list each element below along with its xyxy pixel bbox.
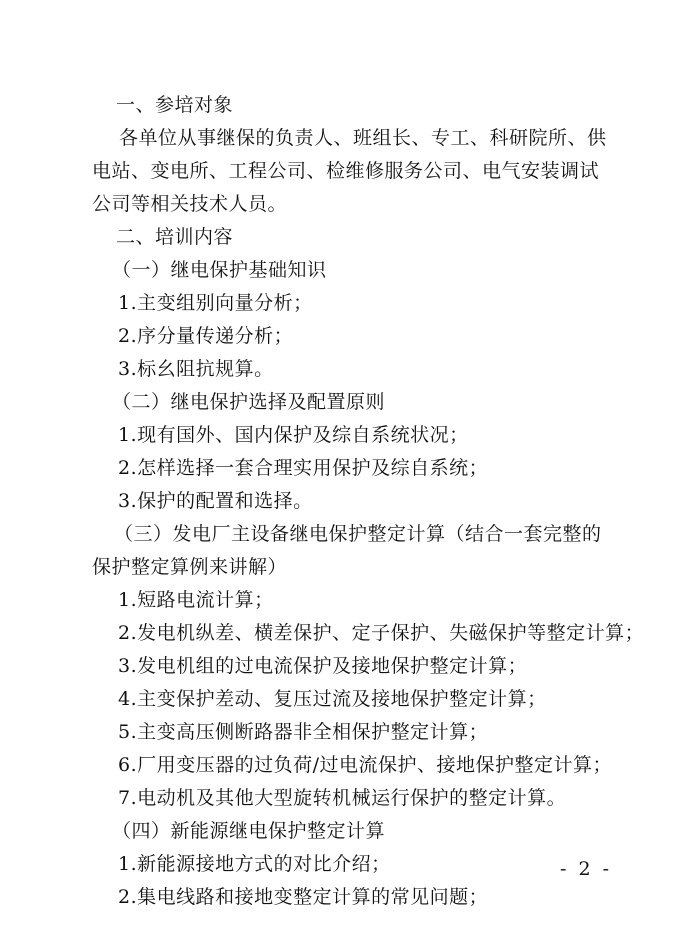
section-body-1: 各单位从事继保的负责人、班组长、专工、科研院所、供电站、变电所、工程公司、检维修服务公司、电气安装调试公司等相关技术人员。	[92, 127, 607, 215]
list-item: 3.发电机组的过电流保护及接地保护整定计算；	[118, 655, 528, 677]
list-item: 2.怎样选择一套合理实用保护及综自系统；	[118, 457, 489, 479]
section-heading-2: 二、培训内容	[116, 226, 234, 248]
page-number: - 2 -	[560, 858, 613, 880]
list-item: 2.发电机纵差、横差保护、定子保护、失磁保护等整定计算；	[118, 622, 645, 644]
list-item: 2.序分量传递分析；	[118, 325, 294, 347]
list-item: 1.新能源接地方式的对比介绍；	[118, 853, 391, 875]
list-item: 4.主变保护差动、复压过流及接地保护整定计算；	[118, 688, 547, 710]
list-item: 2.集电线路和接地变整定计算的常见问题；	[118, 886, 489, 908]
part-title-1: （一）继电保护基础知识	[112, 259, 327, 281]
list-item: 7.电动机及其他大型旋转机械运行保护的整定计算。	[118, 787, 567, 809]
list-item: 3.标幺阻抗规算。	[118, 358, 274, 380]
list-item: 1.主变组别向量分析；	[118, 292, 313, 314]
list-item: 1.短路电流计算；	[118, 589, 274, 611]
list-item: 5.主变高压侧断路器非全相保护整定计算；	[118, 721, 489, 743]
section-heading-1: 一、参培对象	[116, 94, 234, 116]
list-item: 1.现有国外、国内保护及综自系统状况；	[118, 424, 469, 446]
part-title-4: （四）新能源继电保护整定计算	[112, 820, 386, 842]
part-title-2: （二）继电保护选择及配置原则	[112, 391, 386, 413]
list-item: 6.厂用变压器的过负荷/过电流保护、接地保护整定计算；	[118, 754, 613, 776]
part-title-3: （三）发电厂主设备继电保护整定计算（结合一套完整的保护整定算例来讲解）	[92, 523, 602, 578]
list-item: 3.保护的配置和选择。	[118, 490, 313, 512]
